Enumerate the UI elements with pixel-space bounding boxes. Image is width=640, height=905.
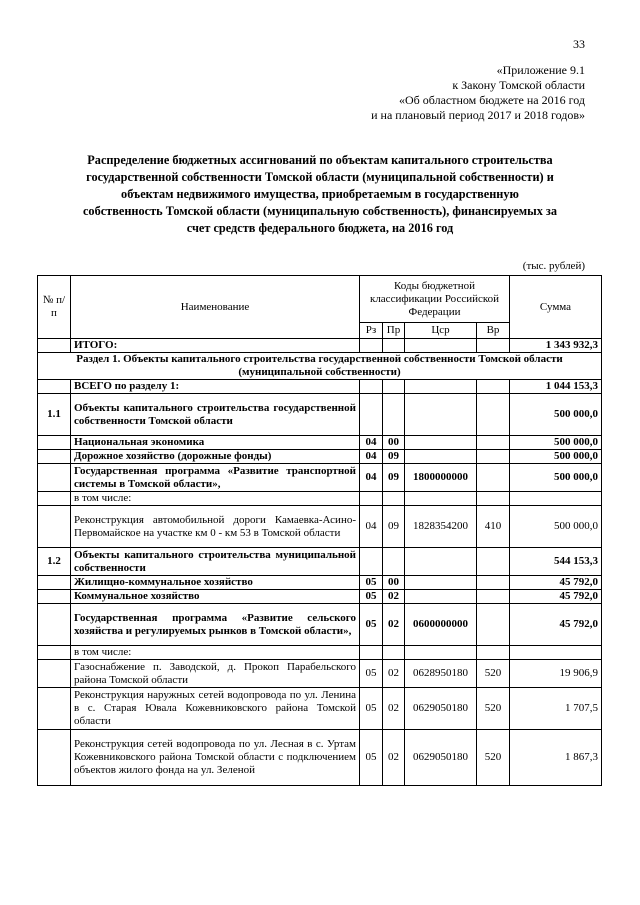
row-name: Объекты капитального строительства муниципальной собственности [71,548,360,576]
row-name: Коммунальное хозяйство [71,590,360,604]
appendix-line: и на плановый период 2017 и 2018 годов» [371,108,585,122]
document-title: Распределение бюджетных ассигнований по объектам капитального строительства государственной собственности Томской области (муниципальной собственности) и объектам недвижимого имущества, приобретаемым в государственную собственность Томской области (муниципальную собственность), финансируемых за счет средств федерального бюджета, на 2016 год [82,153,558,235]
row-rz: 04 [360,464,383,492]
row-sum: 45 792,0 [510,590,602,604]
row-sum: 19 906,9 [510,660,602,688]
row-rz: 05 [360,576,383,590]
appendix-line: «Приложение 9.1 [496,63,585,77]
row-vr: 520 [477,688,510,730]
row-num: 1.1 [38,394,71,436]
row-num: 1.2 [38,548,71,576]
table-row [38,576,602,590]
row-sum: 500 000,0 [510,436,602,450]
page-number: 33 [573,37,585,51]
row-pr: 02 [383,604,405,646]
row-name: Объекты капитального строительства государственной собственности Томской области [71,394,360,436]
row-name: ВСЕГО по разделу 1: [71,380,360,394]
row-name: Реконструкция сетей водопровода по ул. Лесная в с. Уртам Кожевниковского района Томской области с подключением объектов жилого фонда на ул. Зеленой [71,730,360,786]
row-sum: 500 000,0 [510,450,602,464]
row-sum: 1 867,3 [510,730,602,786]
table-row [38,464,602,492]
table-row [38,730,602,786]
row-pr: 00 [383,576,405,590]
row-name: Государственная программа «Развитие сельского хозяйства и регулируемых рынков в Томской области», [71,604,360,646]
table-row [38,506,602,548]
table-row [38,394,602,436]
row-sum: 544 153,3 [510,548,602,576]
header-name: Наименование [71,276,360,339]
row-name: Национальная экономика [71,436,360,450]
row-name: в том числе: [71,646,360,660]
row-sum: 500 000,0 [510,394,602,436]
row-sum: 45 792,0 [510,604,602,646]
row-rz: 05 [360,590,383,604]
header-pr: Пр [383,323,405,339]
row-rz: 04 [360,436,383,450]
appendix-heading [371,63,585,123]
row-pr: 02 [383,688,405,730]
table-row [38,548,602,576]
units-note: (тыс. рублей) [522,260,585,272]
row-pr: 02 [383,590,405,604]
row-rz: 05 [360,688,383,730]
row-rz: 04 [360,506,383,548]
appendix-line: к Закону Томской области [452,78,585,92]
row-pr: 02 [383,660,405,688]
section-row [38,353,602,380]
table-row [38,660,602,688]
row-pr: 09 [383,464,405,492]
row-pr: 00 [383,436,405,450]
row-rz: 05 [360,604,383,646]
row-csr: 1828354200 [405,506,477,548]
header-sum: Сумма [510,276,602,339]
row-sum: 500 000,0 [510,464,602,492]
row-name: Жилищно-коммунальное хозяйство [71,576,360,590]
row-name: Газоснабжение п. Заводской, д. Прокоп Парабельского района Томской области [71,660,360,688]
table-row [38,492,602,506]
row-csr: 0600000000 [405,604,477,646]
table-row [38,380,602,394]
row-sum: 45 792,0 [510,576,602,590]
row-csr: 0628950180 [405,660,477,688]
row-csr: 0629050180 [405,688,477,730]
row-csr: 1800000000 [405,464,477,492]
row-sum: 1 044 153,3 [510,380,602,394]
row-rz: 05 [360,660,383,688]
section-title: Раздел 1. Объекты капитального строительства государственной собственности Томской области (муниципальной собственности) [38,353,602,380]
row-pr: 02 [383,730,405,786]
header-row [38,276,602,323]
row-pr: 09 [383,506,405,548]
table-row [38,646,602,660]
header-codes: Коды бюджетной классификации Российской Федерации [360,276,510,323]
row-sum: 1 707,5 [510,688,602,730]
row-name: Государственная программа «Развитие транспортной системы в Томской области», [71,464,360,492]
appendix-line: «Об областном бюджете на 2016 год [399,93,585,107]
row-sum: 1 343 932,3 [510,339,602,353]
table-row [38,450,602,464]
table-row [38,604,602,646]
row-vr: 520 [477,660,510,688]
row-vr: 410 [477,506,510,548]
table-row [38,436,602,450]
row-name: ИТОГО: [71,339,360,353]
table-row [38,339,602,353]
budget-table [37,275,602,786]
row-csr: 0629050180 [405,730,477,786]
header-num: № п/п [38,276,71,339]
row-name: Реконструкция наружных сетей водопровода по ул. Ленина в с. Старая Ювала Кожевниковского района Томской области [71,688,360,730]
row-pr: 09 [383,450,405,464]
header-vr: Вр [477,323,510,339]
header-rz: Рз [360,323,383,339]
row-sum: 500 000,0 [510,506,602,548]
row-vr: 520 [477,730,510,786]
table-row [38,688,602,730]
row-rz: 04 [360,450,383,464]
row-rz: 05 [360,730,383,786]
row-name: Дорожное хозяйство (дорожные фонды) [71,450,360,464]
table-row [38,590,602,604]
row-name: в том числе: [71,492,360,506]
row-name: Реконструкция автомобильной дороги Камаевка-Асино-Первомайское на участке км 0 - км 53 в Томской области [71,506,360,548]
header-csr: Цср [405,323,477,339]
